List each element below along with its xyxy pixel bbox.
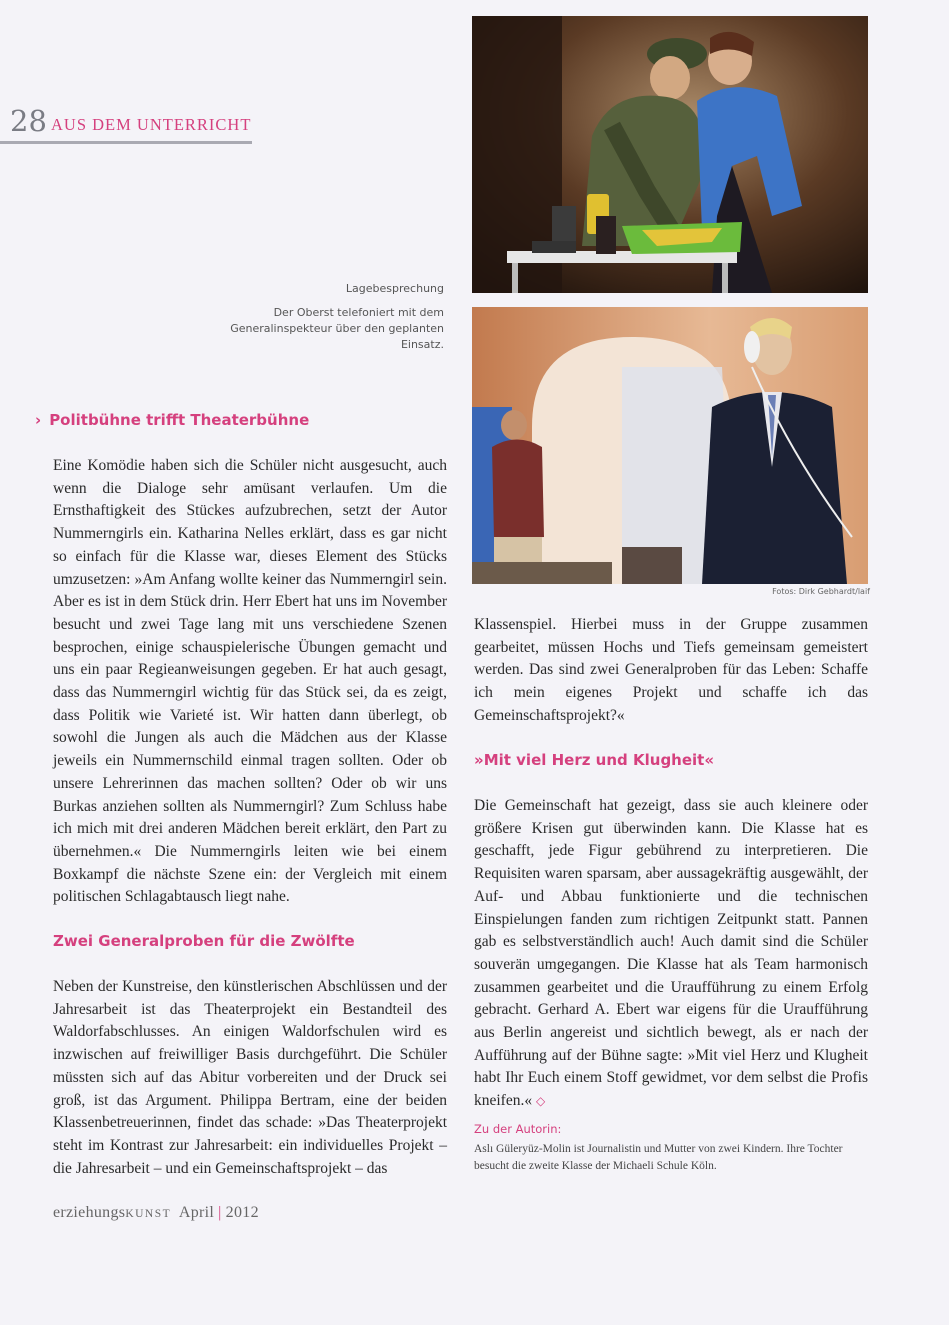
author-heading: Zu der Autorin: [474, 1122, 562, 1136]
author-bio: Aslı Güleryüz-Molin ist Journalistin und Mutter von zwei Kindern. Ihre Tochter besucht die zweite Klasse der Michaeli Schule Köln. [474, 1143, 843, 1172]
chevron-right-icon: › [35, 411, 42, 429]
magazine-name-caps: KUNST [125, 1208, 172, 1220]
paragraph-herz-klugheit [474, 795, 868, 1113]
photo-credit: Fotos: Dirk Gebhardt/laif [772, 587, 870, 596]
issue-year: 2012 [225, 1204, 259, 1221]
header-rule [0, 141, 252, 144]
heading-politbuehne [35, 411, 309, 429]
footer [53, 1204, 259, 1222]
heading-generalproben: Zwei Generalproben für die Zwölfte [53, 932, 355, 950]
magazine-name: erziehungs [53, 1204, 126, 1221]
photo-caption-title: Lagebesprechung [345, 282, 444, 295]
photo-phone-scene [472, 307, 868, 584]
heading-politbuehne-text: Politbühne trifft Theaterbühne [49, 411, 310, 429]
section-title: AUS DEM UNTERRICHT [51, 115, 252, 134]
photo-caption-text: Der Oberst telefoniert mit dem Generalinspekteur über den geplanten Einsatz. [230, 306, 444, 351]
issue-month: April [178, 1204, 215, 1221]
paragraph-generalproben: Neben der Kunstreise, den künstlerischen Abschlüssen und der Jahresarbeit ist das Theaterprojekt ein Bestandteil des Waldorfabschlusses. An einigen Waldorfschulen wird es inzwischen auf freiwilliger Basis durchgeführt. Die Schüler müssten sich auf das Abitur vorbereiten und der Druck sei groß, ist das Argument. Philippa Bertram, eine der beiden Klassenbetreuerinnen, findet das schade: »Das Theaterprojekt steht im Kontrast zur Jahresarbeit: ein individuelles Projekt – die Jahresarbeit – und ein Gemeinschaftsprojekt – das [53, 978, 447, 1177]
footer-divider: | [218, 1204, 222, 1221]
page-number: 28 [10, 104, 47, 138]
heading-herz-klugheit: »Mit viel Herz und Klugheit« [474, 751, 715, 769]
paragraph-politbuehne: Eine Komödie haben sich die Schüler nicht ausgesucht, auch wenn die Dialoge sehr amüsant verlaufen. Um die Ernsthaftigkeit des Stückes aufzubrechen, setzt der Autor Nummerngirls ein. Katharina Nelles erklärt, dass es gar nicht so einfach für die Klasse war, dieses Element des Stücks umzusetzen: »Am Anfang wollte keiner das Nummerngirl sein. Aber es ist in dem Stück drin. Herr Ebert hat uns im November besucht und zwei Tage lang mit uns verschiedene Szenen besprochen, einige schauspielerische Übungen gemacht und uns ein paar Regieanweisungen gegeben. Er hat auch gesagt, dass das Nummerngirl wichtig für das Stück sei, da es zeigt, dass Politik wie Varieté ist. Wir hatten dann überlegt, ob sowohl die Jungen als auch die Mädchen aus der Klasse jeweils ein Nummernschild einmal tragen sollten. Oder ob unsere Lehrerinnen das machen sollten? Oder ob wir uns Burkas anziehen sollten als Nummerngirl? Zum Schluss habe ich mich mit drei anderen Mädchen bereit erklärt, den Part zu übernehmen.« Die Nummerngirls leiten wie bei einem Boxkampf die nächste Szene ein: der Vergleich mit einem politischen Schlagabtausch liegt nahe. [53, 457, 447, 906]
paragraph-generalproben-continued: Klassenspiel. Hierbei muss in der Gruppe zusammen gearbeitet, müssen Hochs und Tiefs gemeinsam gemeistert werden. Das sind zwei Generalproben für das Leben: Schaffe ich mein eigenes Projekt und schaffe ich das Gemeinschaftsprojekt?« [474, 616, 868, 724]
diamond-icon: ◇ [535, 1094, 546, 1109]
paragraph-herz-klugheit-text: Die Gemeinschaft hat gezeigt, dass sie auch kleinere oder größere Krisen gut überwinden kann. Die Klasse hat es geschafft, jede Figur gebührend zu interpretieren. Die Requisiten waren sparsam, aber aussagekräftig ausgewählt, der Auf- und Abbau funktionierte und die technischen Einspielungen fanden zum richtigen Zeitpunkt statt. Pannen gab es selbstverständlich auch! Auch damit sind die Schüler souverän umgegangen. Die Klasse hat als Team harmonisch zusammen gearbeitet und die Uraufführung zu einem Erfolg gebracht. Gerhard A. Ebert war eigens für die Uraufführung aus Berlin angereist und sichtlich bewegt, als er nach der Aufführung auf der Bühne sagte: »Mit viel Herz und Klugheit habt Ihr Euch einem Stoff gewidmet, vor dem selbst die Profis kneifen.« [474, 797, 868, 1110]
photo-briefing-scene [472, 16, 868, 293]
